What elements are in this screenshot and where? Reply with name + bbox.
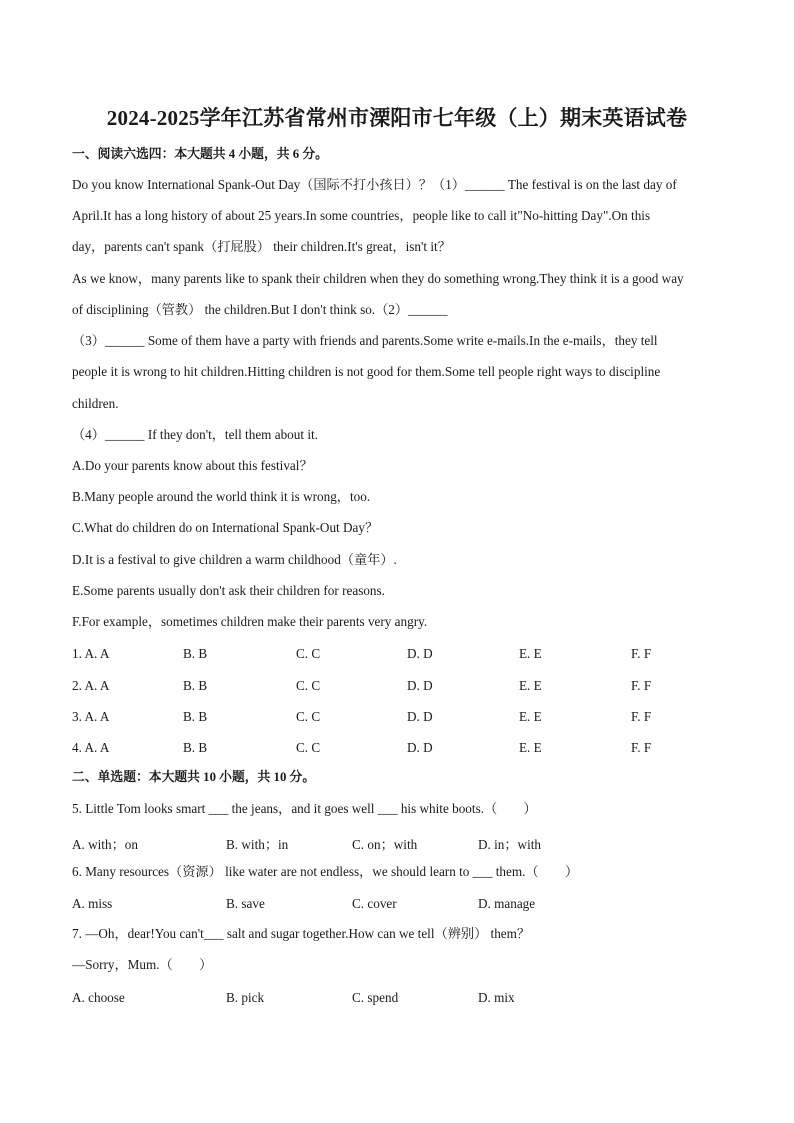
choice-c[interactable]: C. C — [296, 709, 321, 724]
choice-d[interactable]: D. D — [407, 740, 433, 755]
choice-a[interactable]: A. choose — [72, 990, 125, 1005]
question-6-options — [72, 896, 732, 912]
choice-c[interactable]: C. C — [296, 646, 321, 661]
choice-e[interactable]: E. E — [519, 740, 542, 755]
choice-d[interactable]: D. D — [407, 678, 433, 693]
option-line-f: F.For example，sometimes children make their parents very angry. — [72, 614, 428, 629]
answer-row-4 — [72, 740, 732, 756]
choice-d[interactable]: D. D — [407, 646, 433, 661]
choice-a[interactable]: 4. A. A — [72, 740, 110, 755]
choice-b[interactable]: B. B — [183, 646, 208, 661]
passage-line: （3）______ Some of them have a party with friends and parents.Some write e-mails.In the e-mails，they tell — [72, 333, 658, 348]
choice-f[interactable]: F. F — [631, 709, 652, 724]
passage-line: As we know，many parents like to spank their children when they do something wrong.They think it is a good way — [72, 271, 684, 286]
choice-b[interactable]: B. save — [226, 896, 265, 911]
option-line-e: E.Some parents usually don't ask their children for reasons. — [72, 583, 385, 598]
question-6-stem: 6. Many resources（资源） like water are not endless，we should learn to ___ them.（ ） — [72, 864, 579, 879]
choice-b[interactable]: B. B — [183, 740, 208, 755]
choice-d[interactable]: D. D — [407, 709, 433, 724]
question-7-options — [72, 990, 732, 1006]
choice-d[interactable]: D. in；with — [478, 837, 542, 852]
choice-a[interactable]: 2. A. A — [72, 678, 110, 693]
passage-line: （4）______ If they don't，tell them about it. — [72, 427, 318, 442]
choice-d[interactable]: D. mix — [478, 990, 515, 1005]
exam-title: 2024-2025学年江苏省常州市溧阳市七年级（上）期末英语试卷 — [106, 106, 688, 130]
question-7-reply: —Sorry，Mum.（ ） — [72, 957, 213, 972]
choice-c[interactable]: C. on；with — [352, 837, 418, 852]
choice-b[interactable]: B. B — [183, 678, 208, 693]
choice-c[interactable]: C. spend — [352, 990, 399, 1005]
choice-f[interactable]: F. F — [631, 740, 652, 755]
choice-e[interactable]: E. E — [519, 646, 542, 661]
option-line-c: C.What do children do on International Spank-Out Day？ — [72, 520, 379, 535]
option-line-a: A.Do your parents know about this festival？ — [72, 458, 313, 473]
question-5-stem: 5. Little Tom looks smart ___ the jeans，and it goes well ___ his white boots.（ ） — [72, 801, 537, 816]
answer-row-3 — [72, 709, 732, 725]
answer-row-2 — [72, 678, 732, 694]
section1-heading: 一、阅读六选四：本大题共 4 小题，共 6 分。 — [72, 147, 328, 161]
choice-c[interactable]: C. cover — [352, 896, 397, 911]
answer-row-1 — [72, 646, 732, 662]
question-5-options — [72, 834, 732, 850]
choice-e[interactable]: E. E — [519, 678, 542, 693]
choice-a[interactable]: 1. A. A — [72, 646, 110, 661]
choice-b[interactable]: B. B — [183, 709, 208, 724]
choice-e[interactable]: E. E — [519, 709, 542, 724]
choice-f[interactable]: F. F — [631, 646, 652, 661]
choice-f[interactable]: F. F — [631, 678, 652, 693]
choice-c[interactable]: C. C — [296, 740, 321, 755]
choice-d[interactable]: D. manage — [478, 896, 536, 911]
choice-a[interactable]: A. with；on — [72, 837, 138, 852]
passage-line: April.It has a long history of about 25 years.In some countries，people like to call it"No-hitting Day".On this — [72, 208, 651, 223]
choice-b[interactable]: B. with；in — [226, 837, 289, 852]
section2-heading: 二、单选题：本大题共 10 小题，共 10 分。 — [72, 770, 316, 784]
question-7-stem: 7. —Oh，dear!You can't___ salt and sugar together.How can we tell（辨别） them？ — [72, 926, 531, 941]
option-line-b: B.Many people around the world think it is wrong，too. — [72, 489, 371, 504]
choice-c[interactable]: C. C — [296, 678, 321, 693]
passage-line: day，parents can't spank（打屁股） their children.It's great，isn't it？ — [72, 239, 451, 254]
choice-b[interactable]: B. pick — [226, 990, 265, 1005]
passage-line: of disciplining（管教） the children.But I don't think so.（2）______ — [72, 302, 448, 317]
passage-line: Do you know International Spank-Out Day（国际不打小孩日）？（1）______ The festival is on the last day of — [72, 177, 677, 192]
choice-a[interactable]: A. miss — [72, 896, 113, 911]
passage-line: children. — [72, 396, 119, 411]
passage-line: people it is wrong to hit children.Hitting children is not good for them.Some tell people right ways to discipline — [72, 364, 661, 379]
choice-a[interactable]: 3. A. A — [72, 709, 110, 724]
option-line-d: D.It is a festival to give children a warm childhood（童年）. — [72, 552, 397, 567]
